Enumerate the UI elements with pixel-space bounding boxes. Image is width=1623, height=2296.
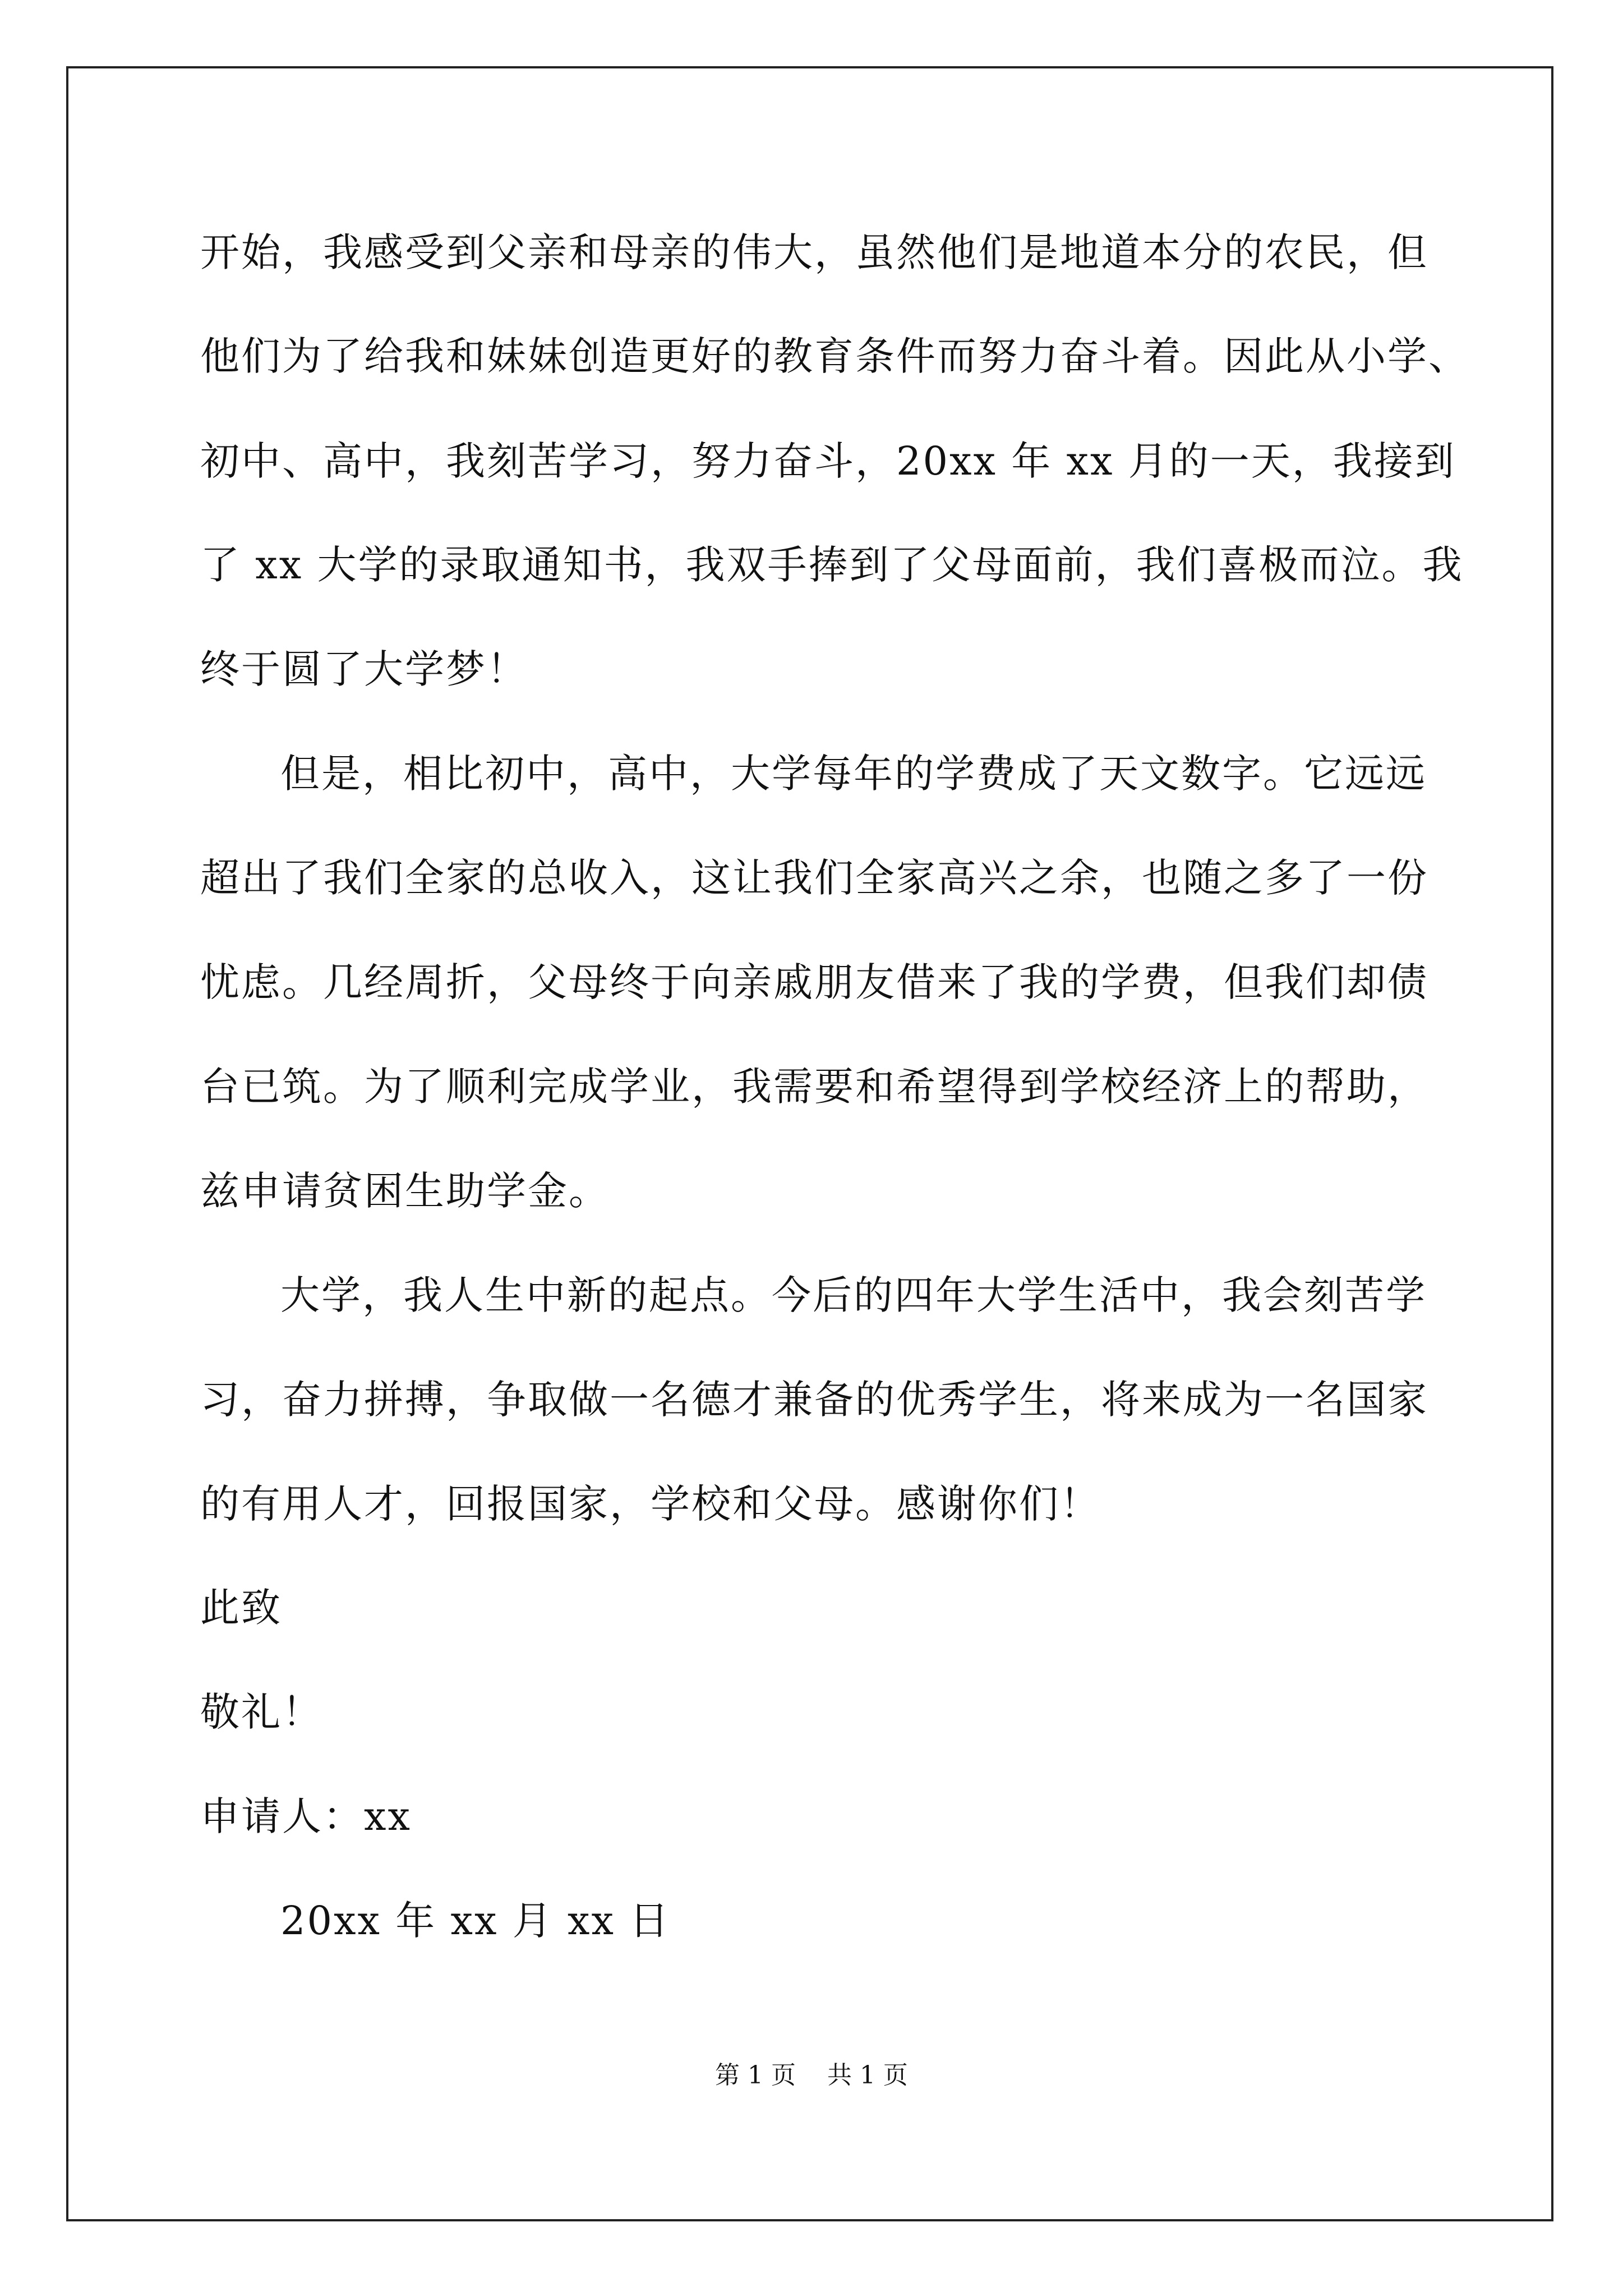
paragraph-line: 兹申请贫困生助学金。 (200, 1168, 610, 1214)
closing-text: 此致 (200, 1585, 282, 1631)
paragraph-line: 忧虑。几经周折，父母终于向亲戚朋友借来了我的学费，但我们却债 (200, 959, 1428, 1005)
paragraph-line: 终于圆了大学梦！ (200, 646, 528, 692)
paragraph-line: 超出了我们全家的总收入，这让我们全家高兴之余，也随之多了一份 (200, 855, 1428, 901)
paragraph-line: 习，奋力拼搏，争取做一名德才兼备的优秀学生，将来成为一名国家 (200, 1377, 1428, 1423)
paragraph-line: 的有用人才，回报国家，学校和父母。感谢你们！ (200, 1481, 1101, 1527)
paragraph-line: 但是，相比初中，高中，大学每年的学费成了天文数字。它远远 (280, 751, 1427, 797)
paragraph-line: 大学，我人生中新的起点。今后的四年大学生活中，我会刻苦学 (280, 1272, 1427, 1318)
paragraph-line: 他们为了给我和妹妹创造更好的教育条件而努力奋斗着。因此从小学、 (200, 333, 1469, 379)
paragraph-line: 台已筑。为了顺利完成学业，我需要和希望得到学校经济上的帮助， (200, 1064, 1428, 1110)
page-number: 第 1 页 共 1 页 (715, 2061, 908, 2090)
date-line: 20xx 年 xx 月 xx 日 (280, 1898, 671, 1944)
paragraph-line: 初中、高中，我刻苦学习，努力奋斗，20xx 年 xx 月的一天，我接到 (200, 438, 1456, 484)
applicant-line: 申请人：xx (200, 1793, 412, 1839)
paragraph-line: 开始，我感受到父亲和母亲的伟大，虽然他们是地道本分的农民，但 (200, 229, 1428, 275)
paragraph-line: 了 xx 大学的录取通知书，我双手捧到了父母面前，我们喜极而泣。我 (200, 542, 1464, 588)
salute-text: 敬礼！ (200, 1689, 323, 1735)
